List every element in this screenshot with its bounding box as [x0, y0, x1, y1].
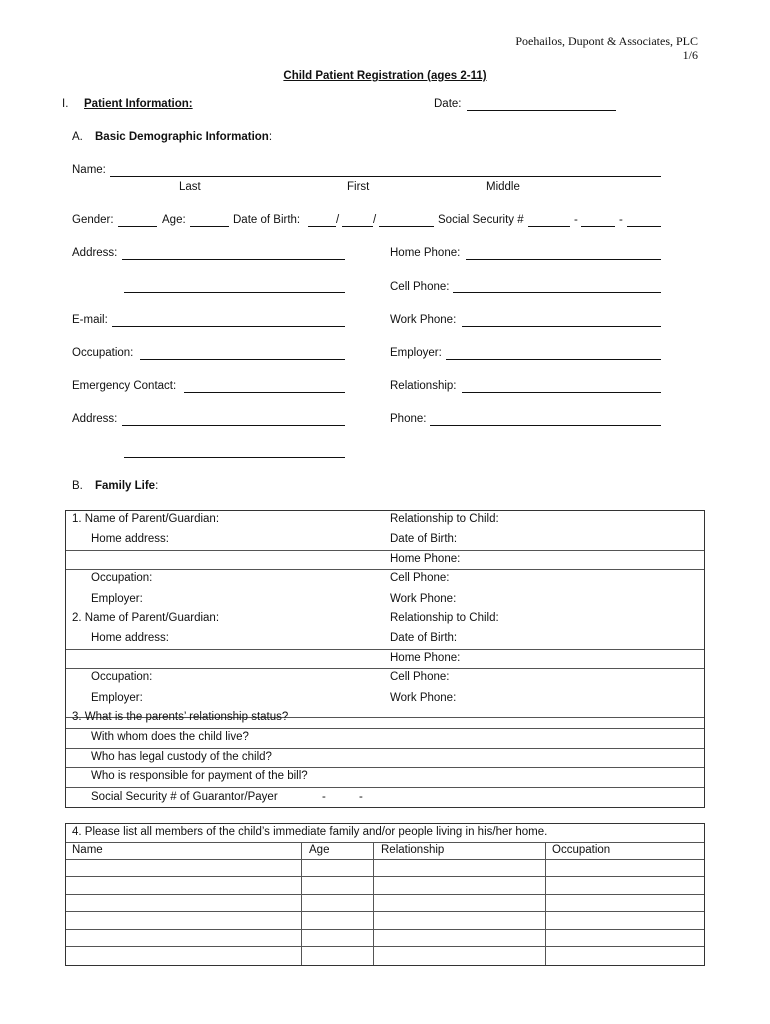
parent1-occupation-label: Occupation: [91, 572, 153, 584]
parent1-dob-label: Date of Birth: [390, 533, 458, 545]
subsection-heading [95, 131, 272, 143]
column-header-age: Age [309, 844, 330, 856]
guarantor-ssn-label: Social Security # of Guarantor/Payer [91, 791, 278, 803]
parent2-home-phone-label: Home Phone: [390, 652, 461, 664]
household-members-table [65, 823, 705, 966]
parent2-relationship-label: Relationship to Child: [390, 612, 499, 624]
emergency-address-label: Address: [72, 413, 118, 425]
subsection-letter: B. [72, 480, 83, 492]
column-header-name: Name [72, 844, 103, 856]
gender-field[interactable] [118, 226, 157, 227]
family-life-colon: : [155, 480, 159, 492]
emergency-contact-label: Emergency Contact: [72, 380, 177, 392]
section-heading: Patient Information: [84, 98, 193, 110]
phone-label: Phone: [390, 413, 427, 425]
subsection-letter: A. [72, 131, 83, 143]
row-divider [66, 842, 704, 843]
dob-month-field[interactable] [308, 226, 336, 227]
name-part-first: First [347, 181, 370, 193]
ssn-dash: - [574, 214, 578, 226]
dob-slash: / [336, 214, 340, 226]
family-life-heading [95, 480, 158, 492]
name-part-middle: Middle [486, 181, 520, 193]
home-phone-field[interactable] [466, 259, 661, 260]
occupation-field[interactable] [140, 359, 345, 360]
family-life-table [65, 510, 705, 808]
household-table-title: 4. Please list all members of the child’s immediate family and/or people living in his/her home. [72, 826, 548, 838]
row-divider [66, 748, 704, 749]
name-label: Name: [72, 164, 106, 176]
family-life-heading-text: Family Life [95, 480, 156, 492]
parent2-name-label: 2. Name of Parent/Guardian: [72, 612, 220, 624]
row-divider [66, 668, 704, 669]
section-number: I. [62, 98, 69, 110]
parent1-relationship-label: Relationship to Child: [390, 513, 499, 525]
employer-field[interactable] [446, 359, 661, 360]
child-lives-question: With whom does the child live? [91, 731, 249, 743]
parent2-work-phone-label: Work Phone: [390, 692, 457, 704]
row-divider [66, 728, 704, 729]
row-divider [66, 787, 704, 788]
emergency-contact-field[interactable] [184, 392, 345, 393]
guarantor-ssn-dash: - [322, 791, 326, 803]
ssn-dash: - [619, 214, 623, 226]
occupation-label: Occupation: [72, 347, 134, 359]
parent1-work-phone-label: Work Phone: [390, 593, 457, 605]
emergency-address-field[interactable] [122, 425, 345, 426]
parent1-home-phone-label: Home Phone: [390, 553, 461, 565]
parent1-name-label: 1. Name of Parent/Guardian: [72, 513, 220, 525]
relationship-field[interactable] [462, 392, 661, 393]
ssn-part1-field[interactable] [528, 226, 570, 227]
address-line2-field[interactable] [124, 292, 345, 293]
row-divider [66, 876, 704, 877]
row-divider [66, 649, 704, 650]
relationship-status-question: 3. What is the parents’ relationship status? [72, 711, 289, 723]
row-divider [66, 911, 704, 912]
ssn-part2-field[interactable] [581, 226, 615, 227]
email-field[interactable] [112, 326, 345, 327]
date-field[interactable] [467, 110, 616, 111]
column-header-relationship: Relationship [381, 844, 445, 856]
ssn-part3-field[interactable] [627, 226, 661, 227]
date-label: Date: [434, 98, 462, 110]
row-divider [66, 767, 704, 768]
dob-year-field[interactable] [379, 226, 434, 227]
dob-label: Date of Birth: [233, 214, 301, 226]
row-divider [66, 894, 704, 895]
phone-field[interactable] [430, 425, 661, 426]
age-field[interactable] [190, 226, 229, 227]
parent2-address-label: Home address: [91, 632, 169, 644]
work-phone-field[interactable] [462, 326, 661, 327]
ssn-label: Social Security # [438, 214, 524, 226]
firm-name: Poehailos, Dupont & Associates, PLC [515, 34, 698, 48]
address-label: Address: [72, 247, 118, 259]
gender-label: Gender: [72, 214, 114, 226]
row-divider [66, 859, 704, 860]
row-divider [66, 550, 704, 551]
email-label: E-mail: [72, 314, 108, 326]
dob-day-field[interactable] [342, 226, 373, 227]
parent1-address-label: Home address: [91, 533, 169, 545]
guarantor-ssn-dash: - [359, 791, 363, 803]
subsection-colon: : [268, 131, 273, 143]
parent2-dob-label: Date of Birth: [390, 632, 458, 644]
parent1-employer-label: Employer: [91, 593, 143, 605]
cell-phone-label: Cell Phone: [390, 281, 450, 293]
name-part-last: Last [179, 181, 201, 193]
emergency-address-line2-field[interactable] [124, 457, 345, 458]
column-header-occupation: Occupation [552, 844, 611, 856]
parent1-cell-phone-label: Cell Phone: [390, 572, 450, 584]
parent2-employer-label: Employer: [91, 692, 143, 704]
parent2-cell-phone-label: Cell Phone: [390, 671, 450, 683]
legal-custody-question: Who has legal custody of the child? [91, 751, 272, 763]
cell-phone-field[interactable] [453, 292, 661, 293]
page-number: 1/6 [682, 48, 698, 62]
row-divider [66, 946, 704, 947]
row-divider [66, 569, 704, 570]
subsection-heading-text: Basic Demographic Information [95, 131, 269, 143]
home-phone-label: Home Phone: [390, 247, 461, 259]
employer-label: Employer: [390, 347, 442, 359]
name-field[interactable] [110, 176, 661, 177]
age-label: Age: [162, 214, 186, 226]
work-phone-label: Work Phone: [390, 314, 457, 326]
parent2-occupation-label: Occupation: [91, 671, 153, 683]
address-field[interactable] [122, 259, 345, 260]
dob-slash: / [373, 214, 377, 226]
payment-responsible-question: Who is responsible for payment of the bill? [91, 770, 308, 782]
relationship-label: Relationship: [390, 380, 457, 392]
row-divider [66, 929, 704, 930]
form-title: Child Patient Registration (ages 2-11) [283, 70, 487, 82]
